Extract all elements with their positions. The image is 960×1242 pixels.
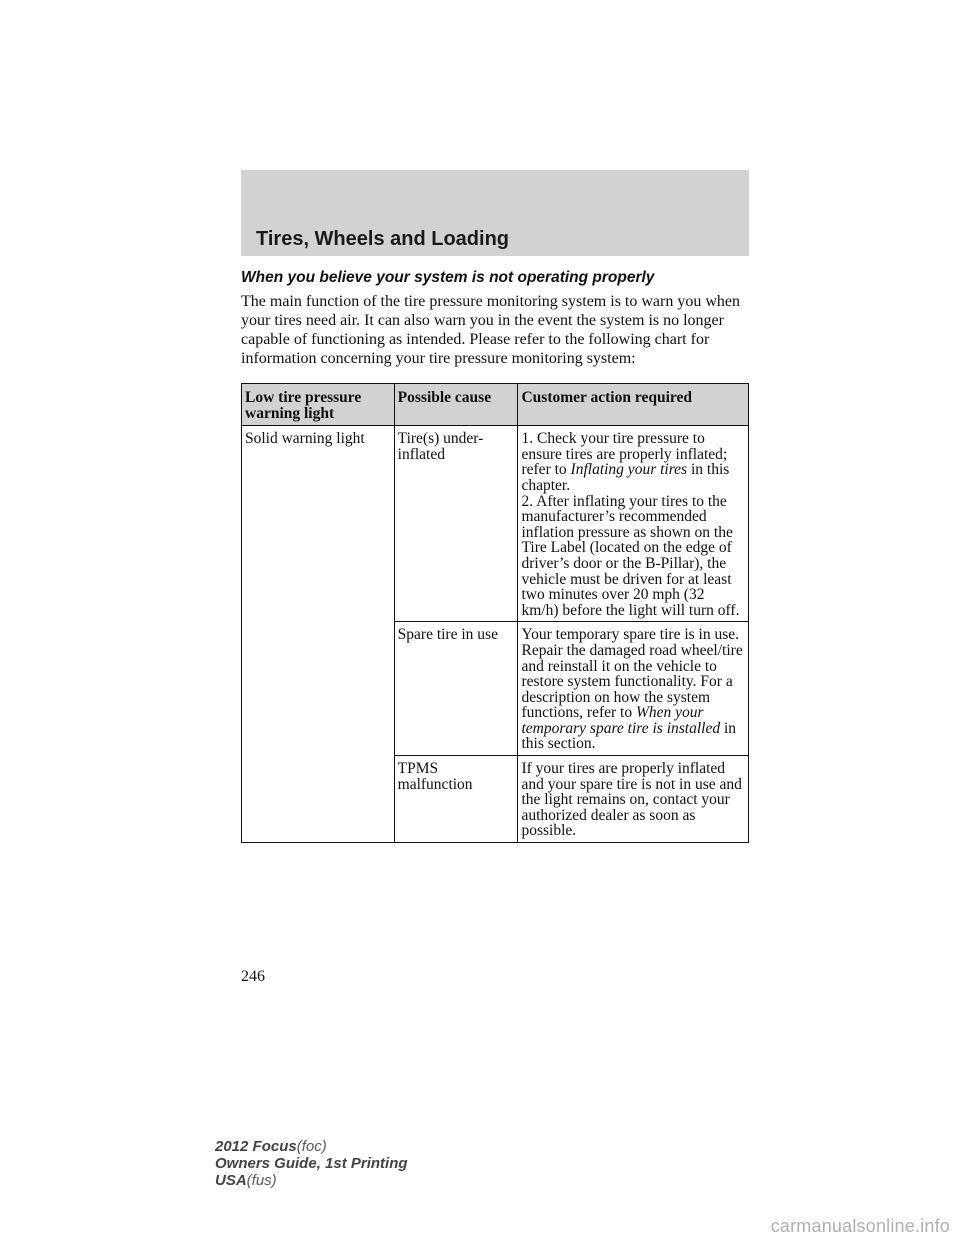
print-footer xyxy=(215,1138,408,1189)
cause-cell: TPMS malfunction xyxy=(394,756,518,843)
tpms-troubleshooting-table xyxy=(241,383,749,843)
table-row xyxy=(242,426,749,622)
action-text: in this chapter. xyxy=(521,461,730,494)
column-header-customer-action: Customer action required xyxy=(518,384,749,426)
action-text: in this section. xyxy=(521,719,737,753)
column-header-warning-light: Low tire pressure warning light xyxy=(242,384,395,426)
footer-market: USA xyxy=(215,1172,247,1189)
watermark: carmanualsonline.info xyxy=(770,1216,950,1236)
intro-paragraph: The main function of the tire pressure monitoring system is to warn you when your tires need air. It can also warn you in the event the system is no longer capable of functioning as intended. Please refer to the following chart for information concerning your tire pressure monitoring system: xyxy=(241,293,741,367)
page-number: 246 xyxy=(241,968,265,985)
footer-model-code: (foc) xyxy=(296,1138,327,1155)
action-text: Your temporary spare tire is in use. Repair the damaged road wheel/tire and reinstall it on the vehicle to restore system functionality. For a description on how the system functions, refer to xyxy=(521,626,743,722)
action-cell xyxy=(518,426,749,622)
chapter-title: Tires, Wheels and Loading xyxy=(256,228,510,250)
footer-edition: Owners Guide, 1st Printing xyxy=(215,1155,408,1172)
chapter-header-band xyxy=(241,170,749,256)
table-header-row xyxy=(242,384,749,426)
cause-cell: Tire(s) under-inflated xyxy=(394,426,518,622)
action-text: 1. Check your tire pressure to ensure tires are properly inflated; refer to xyxy=(521,430,728,479)
action-cell xyxy=(518,622,749,756)
cause-cell: Spare tire in use xyxy=(394,622,518,756)
section-heading: When you believe your system is not operating properly xyxy=(241,269,655,286)
action-text: 2. After inflating your tires to the manufacturer’s recommended inflation pressure as shown on the Tire Label (located on the edge of driver’s door or the B-Pillar), the vehicle must be driven for at least two minutes over 20 mph (32 km/h) before the light will turn off. xyxy=(521,492,740,619)
cross-reference: When your temporary spare tire is installed xyxy=(521,704,721,737)
column-header-possible-cause: Possible cause xyxy=(394,384,518,426)
footer-model: 2012 Focus xyxy=(215,1138,297,1155)
footer-market-code: (fus) xyxy=(246,1172,277,1189)
warning-light-cell: Solid warning light xyxy=(242,426,395,843)
action-cell: If your tires are properly inflated and your spare tire is not in use and the light remains on, contact your authorized dealer as soon as possible. xyxy=(518,756,749,843)
cross-reference: Inflating your tires xyxy=(570,461,688,479)
